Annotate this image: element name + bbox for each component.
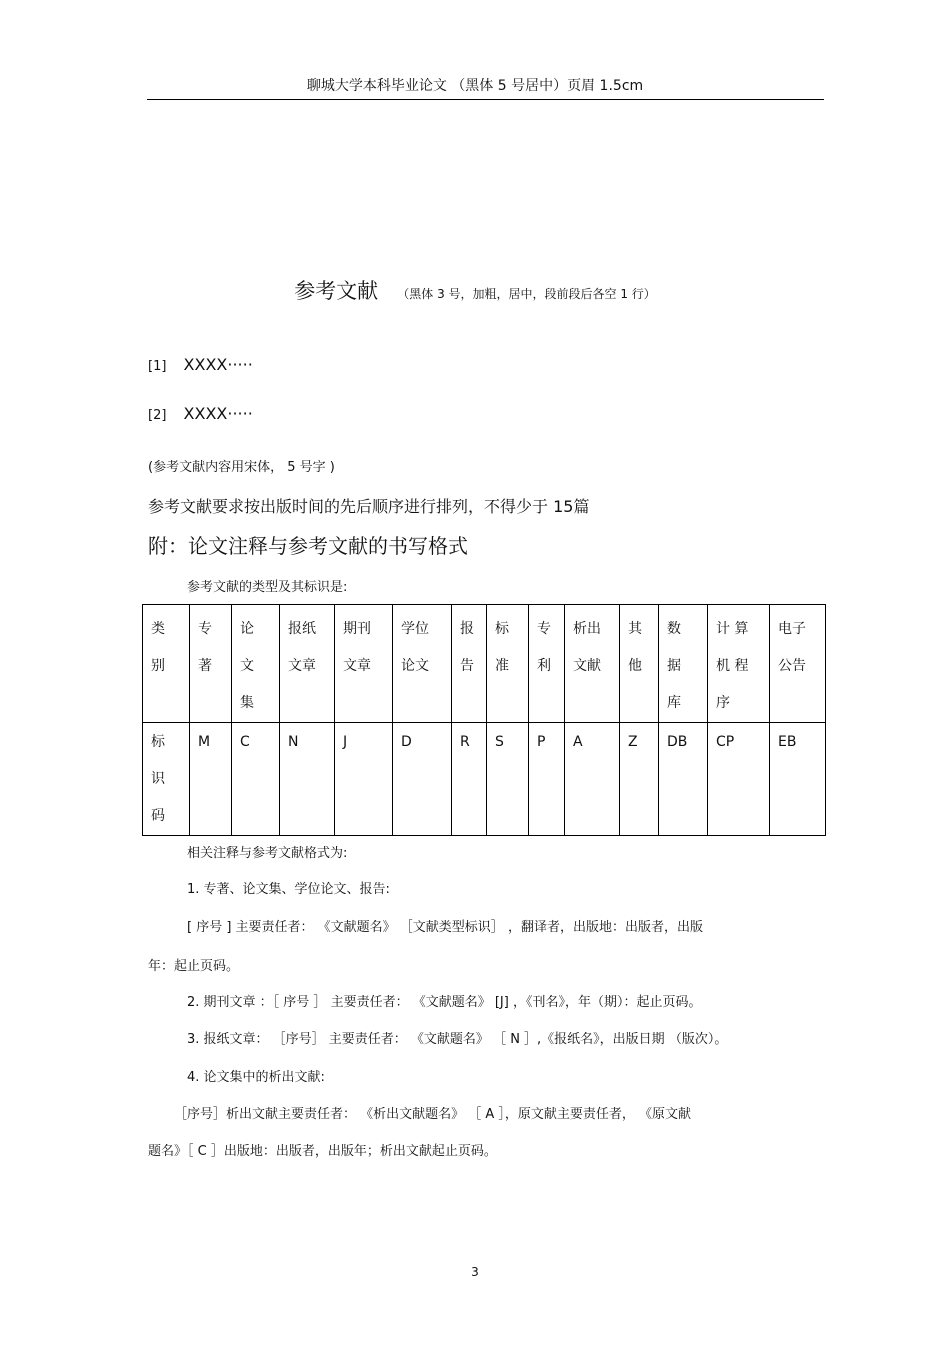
reference-item	[148, 355, 253, 374]
section-title-main: 参考文献	[294, 279, 379, 303]
format-item-4-line: 题名》［ C ］出版地：出版者，出版年；析出文献起止页码。	[148, 1144, 497, 1159]
format-item-4-title: 4. 论文集中的析出文献:	[187, 1070, 325, 1085]
format-item-4-line: ［序号］析出文献主要责任者： 《析出文献题名》 ［ A ］，原文献主要责任者， 《原文献	[174, 1107, 692, 1122]
table-cell: N	[280, 723, 335, 836]
page-header: 聊城大学本科毕业论文 （黑体 5 号居中）页眉 1.5cm	[306, 78, 644, 94]
table-cell: R	[452, 723, 487, 836]
ref-font-note: (参考文献内容用宋体， 5 号字 )	[148, 460, 335, 475]
table-cell: 专 利	[529, 605, 565, 723]
format-item-1-title: 1. 专著、论文集、学位论文、报告:	[187, 882, 390, 897]
table-cell: EB	[770, 723, 826, 836]
table-cell: 报 告	[452, 605, 487, 723]
types-intro: 参考文献的类型及其标识是:	[187, 580, 348, 595]
reference-number: [2]	[148, 408, 167, 423]
table-cell: 报纸 文章	[280, 605, 335, 723]
format-item-1-line: [ 序号 ] 主要责任者： 《文献题名》 ［文献类型标识］ ，翻译者，出版地：出版者，出版	[187, 920, 703, 935]
format-intro: 相关注释与参考文献格式为:	[187, 846, 348, 861]
table-cell: 数 据 库	[659, 605, 708, 723]
section-title-note: （黑体 3 号，加粗，居中，段前段后各空 1 行）	[397, 287, 656, 301]
table-cell: Z	[620, 723, 659, 836]
table-cell: C	[232, 723, 280, 836]
table-cell: 论 文 集	[232, 605, 280, 723]
section-title	[0, 275, 950, 305]
table-cell: DB	[659, 723, 708, 836]
table-header-row	[143, 605, 826, 723]
table-cell: 学位 论文	[393, 605, 452, 723]
header-divider	[147, 99, 824, 100]
reference-item	[148, 404, 253, 423]
table-cell: 析出 文献	[565, 605, 620, 723]
table-cell: 其 他	[620, 605, 659, 723]
table-cell: 电子 公告	[770, 605, 826, 723]
table-cell: 类 别	[143, 605, 190, 723]
appendix-title: 附：论文注释与参考文献的书写格式	[148, 534, 468, 558]
reference-types-table	[142, 604, 826, 836]
table-cell: 期刊 文章	[335, 605, 393, 723]
table-cell: 专 著	[190, 605, 232, 723]
table-cell: D	[393, 723, 452, 836]
reference-text: XXXX·····	[183, 404, 253, 423]
table-cell: 标 准	[487, 605, 529, 723]
table-cell: J	[335, 723, 393, 836]
table-cell: M	[190, 723, 232, 836]
reference-text: XXXX·····	[183, 355, 253, 374]
table-code-row	[143, 723, 826, 836]
table-cell: A	[565, 723, 620, 836]
order-rule: 参考文献要求按出版时间的先后顺序进行排列，不得少于 15篇	[148, 497, 590, 516]
table-cell: S	[487, 723, 529, 836]
page-number: 3	[471, 1265, 479, 1279]
table-cell: CP	[708, 723, 770, 836]
format-item-3: 3. 报纸文章： ［序号］ 主要责任者： 《文献题名》 ［ N ］,《报纸名》，出版日期 （版次）。	[187, 1032, 728, 1047]
format-item-2: 2. 期刊文章 ：［ 序号 ］ 主要责任者： 《文献题名》 [J] ，《刊名》，年（期）：起止页码。	[187, 995, 702, 1010]
reference-number: [1]	[148, 359, 167, 374]
table-cell: P	[529, 723, 565, 836]
format-item-1-line: 年：起止页码。	[148, 959, 240, 974]
table-cell: 计 算 机 程 序	[708, 605, 770, 723]
table-cell: 标 识 码	[143, 723, 190, 836]
